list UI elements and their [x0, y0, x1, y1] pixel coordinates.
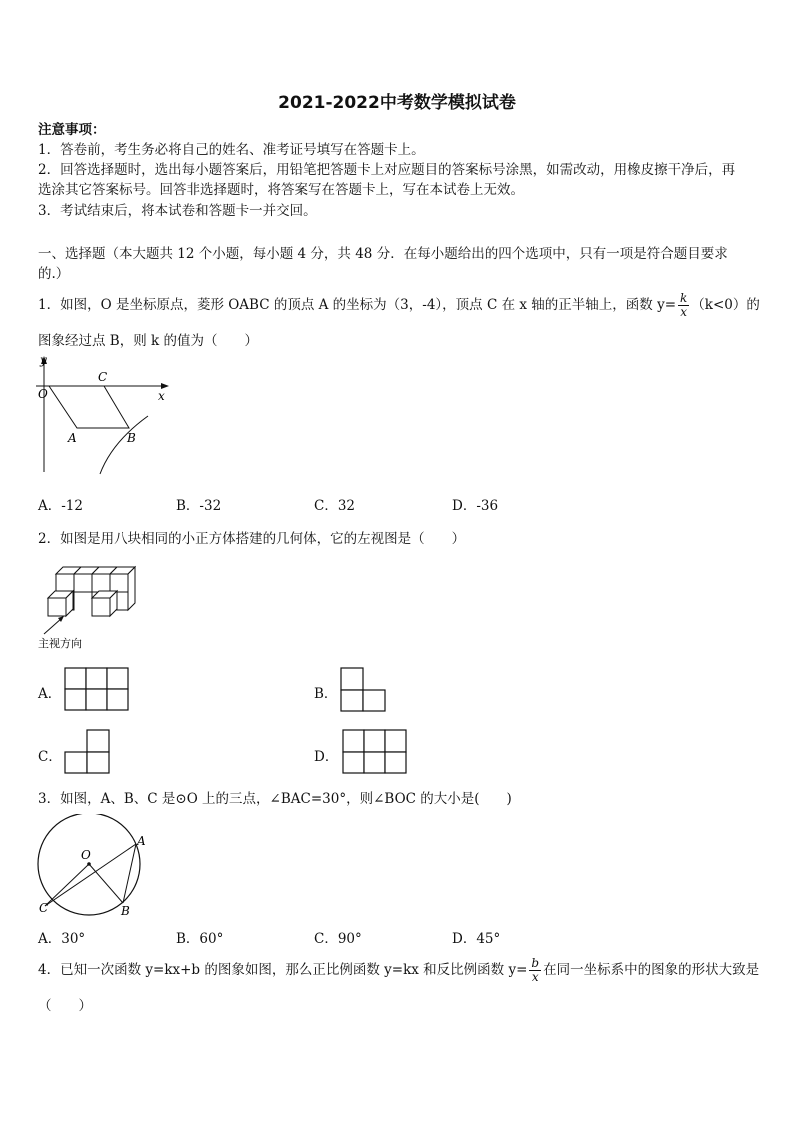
- q2-option-c-figure: [64, 729, 112, 775]
- q3-label-a: A: [137, 834, 146, 848]
- q1-label-b: B: [127, 431, 136, 445]
- q1-option-a: A．-12: [38, 498, 83, 514]
- notice-item-2a: 2．回答选择题时，选出每小题答案后，用铅笔把答题卡上对应题目的答案标号涂黑，如需改动，用橡皮擦干净后，再: [38, 162, 736, 178]
- section-heading-line2: 的.）: [38, 266, 70, 282]
- q1-option-c: C．32: [314, 498, 356, 514]
- q3-option-b: B．60°: [176, 931, 224, 947]
- notice-item-2b: 选涂其它答案标号。回答非选择题时，将答案写在答题卡上，写在本试卷上无效。: [38, 182, 524, 198]
- q2-figure: [36, 560, 136, 652]
- q2-option-d: D．: [314, 749, 339, 765]
- q3-stem: 3．如图，A、B、C 是⊙O 上的三点，∠BAC=30°，则∠BOC 的大小是( ): [38, 791, 512, 807]
- q2-option-c: C．: [38, 749, 62, 765]
- q2-option-a: A．: [38, 686, 62, 702]
- q1-text-b: （k<0）的: [691, 297, 760, 313]
- q3-option-d: D．45°: [452, 931, 501, 947]
- q1-stem-line2: 图象经过点 B，则 k 的值为（ ）: [38, 333, 258, 349]
- q3-label-b: B: [121, 904, 130, 918]
- q1-label-c: C: [98, 370, 108, 384]
- q1-label-o: O: [38, 387, 48, 401]
- q2-option-b: B．: [314, 686, 338, 702]
- q1-label-x: x: [158, 389, 165, 403]
- q1-label-y: y: [40, 353, 47, 367]
- q1-frac-num: k: [680, 291, 688, 305]
- q4-stem-line2: （ ）: [38, 998, 92, 1014]
- notice-item-1: 1．答卷前，考生务必将自己的姓名、准考证号填写在答题卡上。: [38, 142, 425, 158]
- q4-fraction: [529, 957, 541, 984]
- notice-item-3: 3．考试结束后，将本试卷和答题卡一并交回。: [38, 203, 317, 219]
- q2-option-a-figure: [64, 667, 132, 711]
- q1-label-a: A: [68, 431, 77, 445]
- q1-frac-den: x: [680, 305, 688, 319]
- q1-stem-line1: [38, 292, 760, 319]
- q1-hyperbola: [100, 416, 148, 474]
- q3-radius-ob: [89, 864, 123, 903]
- q1-text-a: 1．如图，O 是坐标原点，菱形 OABC 的顶点 A 的坐标为（3，-4），顶点 C 在 x 轴的正半轴上，函数 y=: [38, 297, 677, 313]
- q2-fig-caption: 主视方向: [38, 637, 82, 650]
- q1-option-b: B．-32: [176, 498, 222, 514]
- page-title: 2021-2022中考数学模拟试卷: [278, 93, 516, 113]
- q3-label-o: O: [81, 848, 91, 862]
- q1-rhombus: [49, 386, 129, 428]
- q3-figure: [34, 814, 154, 920]
- q3-option-c: C．90°: [314, 931, 362, 947]
- q4-text-b: 在同一坐标系中的图象的形状大致是: [543, 962, 760, 978]
- q1-option-d: D．-36: [452, 498, 499, 514]
- q1-figure: [30, 352, 175, 482]
- section-heading-line1: 一、选择题（本大题共 12 个小题，每小题 4 分，共 48 分．在每小题给出的四个选项中，只有一项是符合题目要求: [38, 246, 728, 262]
- q4-frac-den: x: [531, 970, 539, 984]
- q4-frac-num: b: [531, 956, 540, 970]
- q3-label-c: C: [39, 901, 49, 915]
- q3-center-dot: [87, 862, 91, 866]
- q4-stem-line1: [38, 957, 759, 984]
- q2-stem: 2．如图是用八块相同的小正方体搭建的几何体，它的左视图是（ ）: [38, 531, 466, 547]
- q3-radius-oc: [45, 864, 89, 906]
- notice-heading: 注意事项：: [38, 122, 106, 138]
- q4-text-a: 4．已知一次函数 y=kx+b 的图象如图，那么正比例函数 y=kx 和反比例函数 y=: [38, 962, 528, 978]
- q2-option-b-figure: [340, 667, 388, 713]
- q2-view-arrow: [44, 618, 62, 634]
- q2-option-d-figure: [342, 729, 410, 775]
- q1-fraction: [678, 292, 689, 319]
- q3-option-a: A．30°: [38, 931, 86, 947]
